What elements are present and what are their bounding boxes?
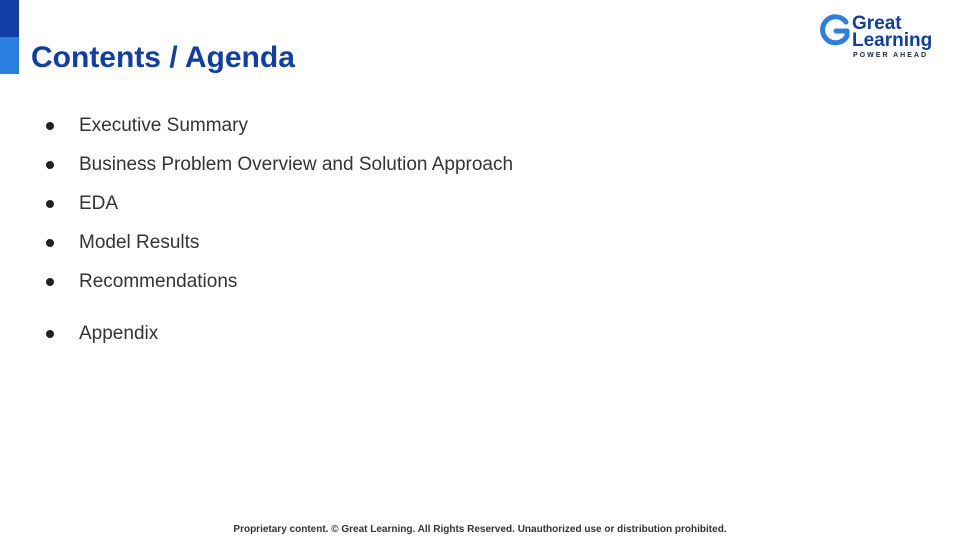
logo-tagline: POWER AHEAD [853, 52, 929, 59]
logo-word-great: Great [852, 13, 902, 34]
accent-bar-top [0, 0, 19, 37]
great-learning-logo [820, 12, 940, 64]
bullet-icon [46, 278, 54, 286]
bullet-icon [46, 239, 54, 247]
bullet-icon [46, 122, 54, 130]
logo-word-learning: Learning [852, 30, 933, 51]
footer-copyright: Proprietary content. © Great Learning. All Rights Reserved. Unauthorized use or distribution prohibited. [233, 524, 727, 535]
agenda-item-label: Model Results [79, 232, 200, 253]
agenda-item-label: Appendix [79, 323, 159, 344]
agenda-item-label: Business Problem Overview and Solution Approach [79, 154, 514, 175]
page-title: Contents / Agenda [31, 41, 295, 74]
agenda-item-label: EDA [79, 193, 119, 214]
agenda-item-label: Recommendations [79, 271, 238, 292]
accent-bar-bottom [0, 37, 19, 74]
bullet-icon [46, 161, 54, 169]
agenda-item-label: Executive Summary [79, 115, 248, 136]
bullet-icon [46, 330, 54, 338]
great-learning-g-icon [820, 14, 850, 48]
bullet-icon [46, 200, 54, 208]
